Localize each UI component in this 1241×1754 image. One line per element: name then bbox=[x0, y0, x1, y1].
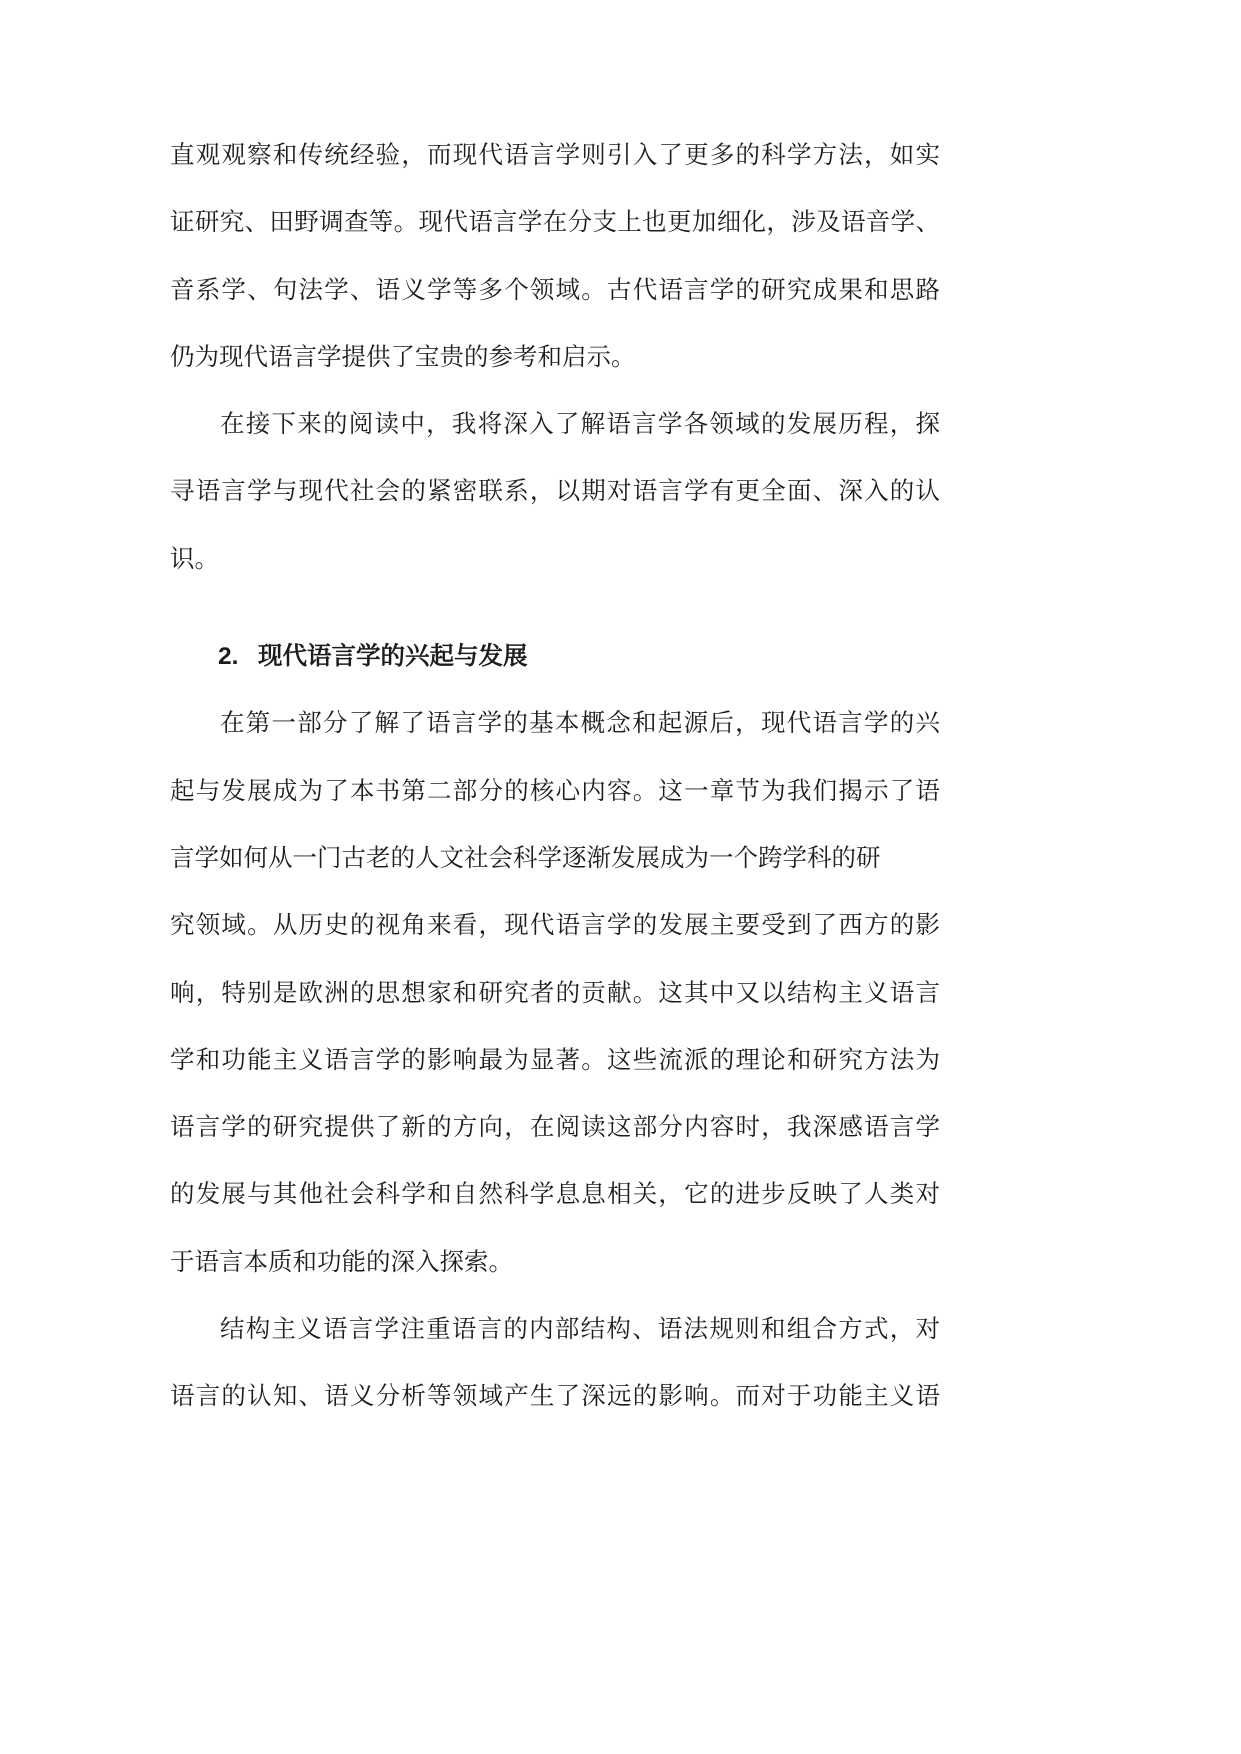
text-line: 言学如何从一门古老的人文社会科学逐渐发展成为一个跨学科的研 bbox=[170, 842, 881, 872]
text-line: 的发展与其他社会科学和自然科学息息相关，它的进步反映了人类对 bbox=[170, 1179, 940, 1209]
text-line: 语言学的研究提供了新的方向，在阅读这部分内容时，我深感语言学 bbox=[170, 1112, 940, 1142]
section-number: 2. bbox=[218, 643, 239, 671]
text-line: 识。 bbox=[170, 543, 219, 573]
section-title: 现代语言学的兴起与发展 bbox=[258, 641, 528, 671]
text-line: 结构主义语言学注重语言的内部结构、语法规则和组合方式，对 bbox=[220, 1314, 940, 1344]
text-line: 语言的认知、语义分析等领域产生了深远的影响。而对于功能主义语 bbox=[170, 1381, 940, 1411]
text-line: 学和功能主义语言学的影响最为显著。这些流派的理论和研究方法为 bbox=[170, 1044, 940, 1074]
text-line: 直观观察和传统经验，而现代语言学则引入了更多的科学方法，如实 bbox=[170, 140, 940, 169]
text-line: 证研究、田野调查等。现代语言学在分支上也更加细化，涉及语音学、 bbox=[170, 207, 940, 237]
text-line: 在第一部分了解了语言学的基本概念和起源后，现代语言学的兴 bbox=[220, 708, 940, 738]
paragraph bbox=[0, 121, 1241, 390]
paragraph bbox=[0, 1295, 1241, 1430]
text-line: 在接下来的阅读中，我将深入了解语言学各领域的发展历程，探 bbox=[220, 409, 940, 439]
text-line: 音系学、句法学、语义学等多个领域。古代语言学的研究成果和思路 bbox=[170, 274, 940, 304]
paragraph bbox=[0, 390, 1241, 592]
text-line: 寻语言学与现代社会的紧密联系，以期对语言学有更全面、深入的认 bbox=[170, 476, 940, 506]
section-heading bbox=[218, 622, 940, 689]
paragraph bbox=[0, 689, 1241, 1295]
text-line: 仍为现代语言学提供了宝贵的参考和启示。 bbox=[170, 341, 636, 371]
text-line: 于语言本质和功能的深入探索。 bbox=[170, 1246, 513, 1276]
text-line: 响，特别是欧洲的思想家和研究者的贡献。这其中又以结构主义语言 bbox=[170, 977, 940, 1007]
text-line: 究领域。从历史的视角来看，现代语言学的发展主要受到了西方的影 bbox=[170, 910, 940, 940]
text-line: 起与发展成为了本书第二部分的核心内容。这一章节为我们揭示了语 bbox=[170, 775, 940, 805]
